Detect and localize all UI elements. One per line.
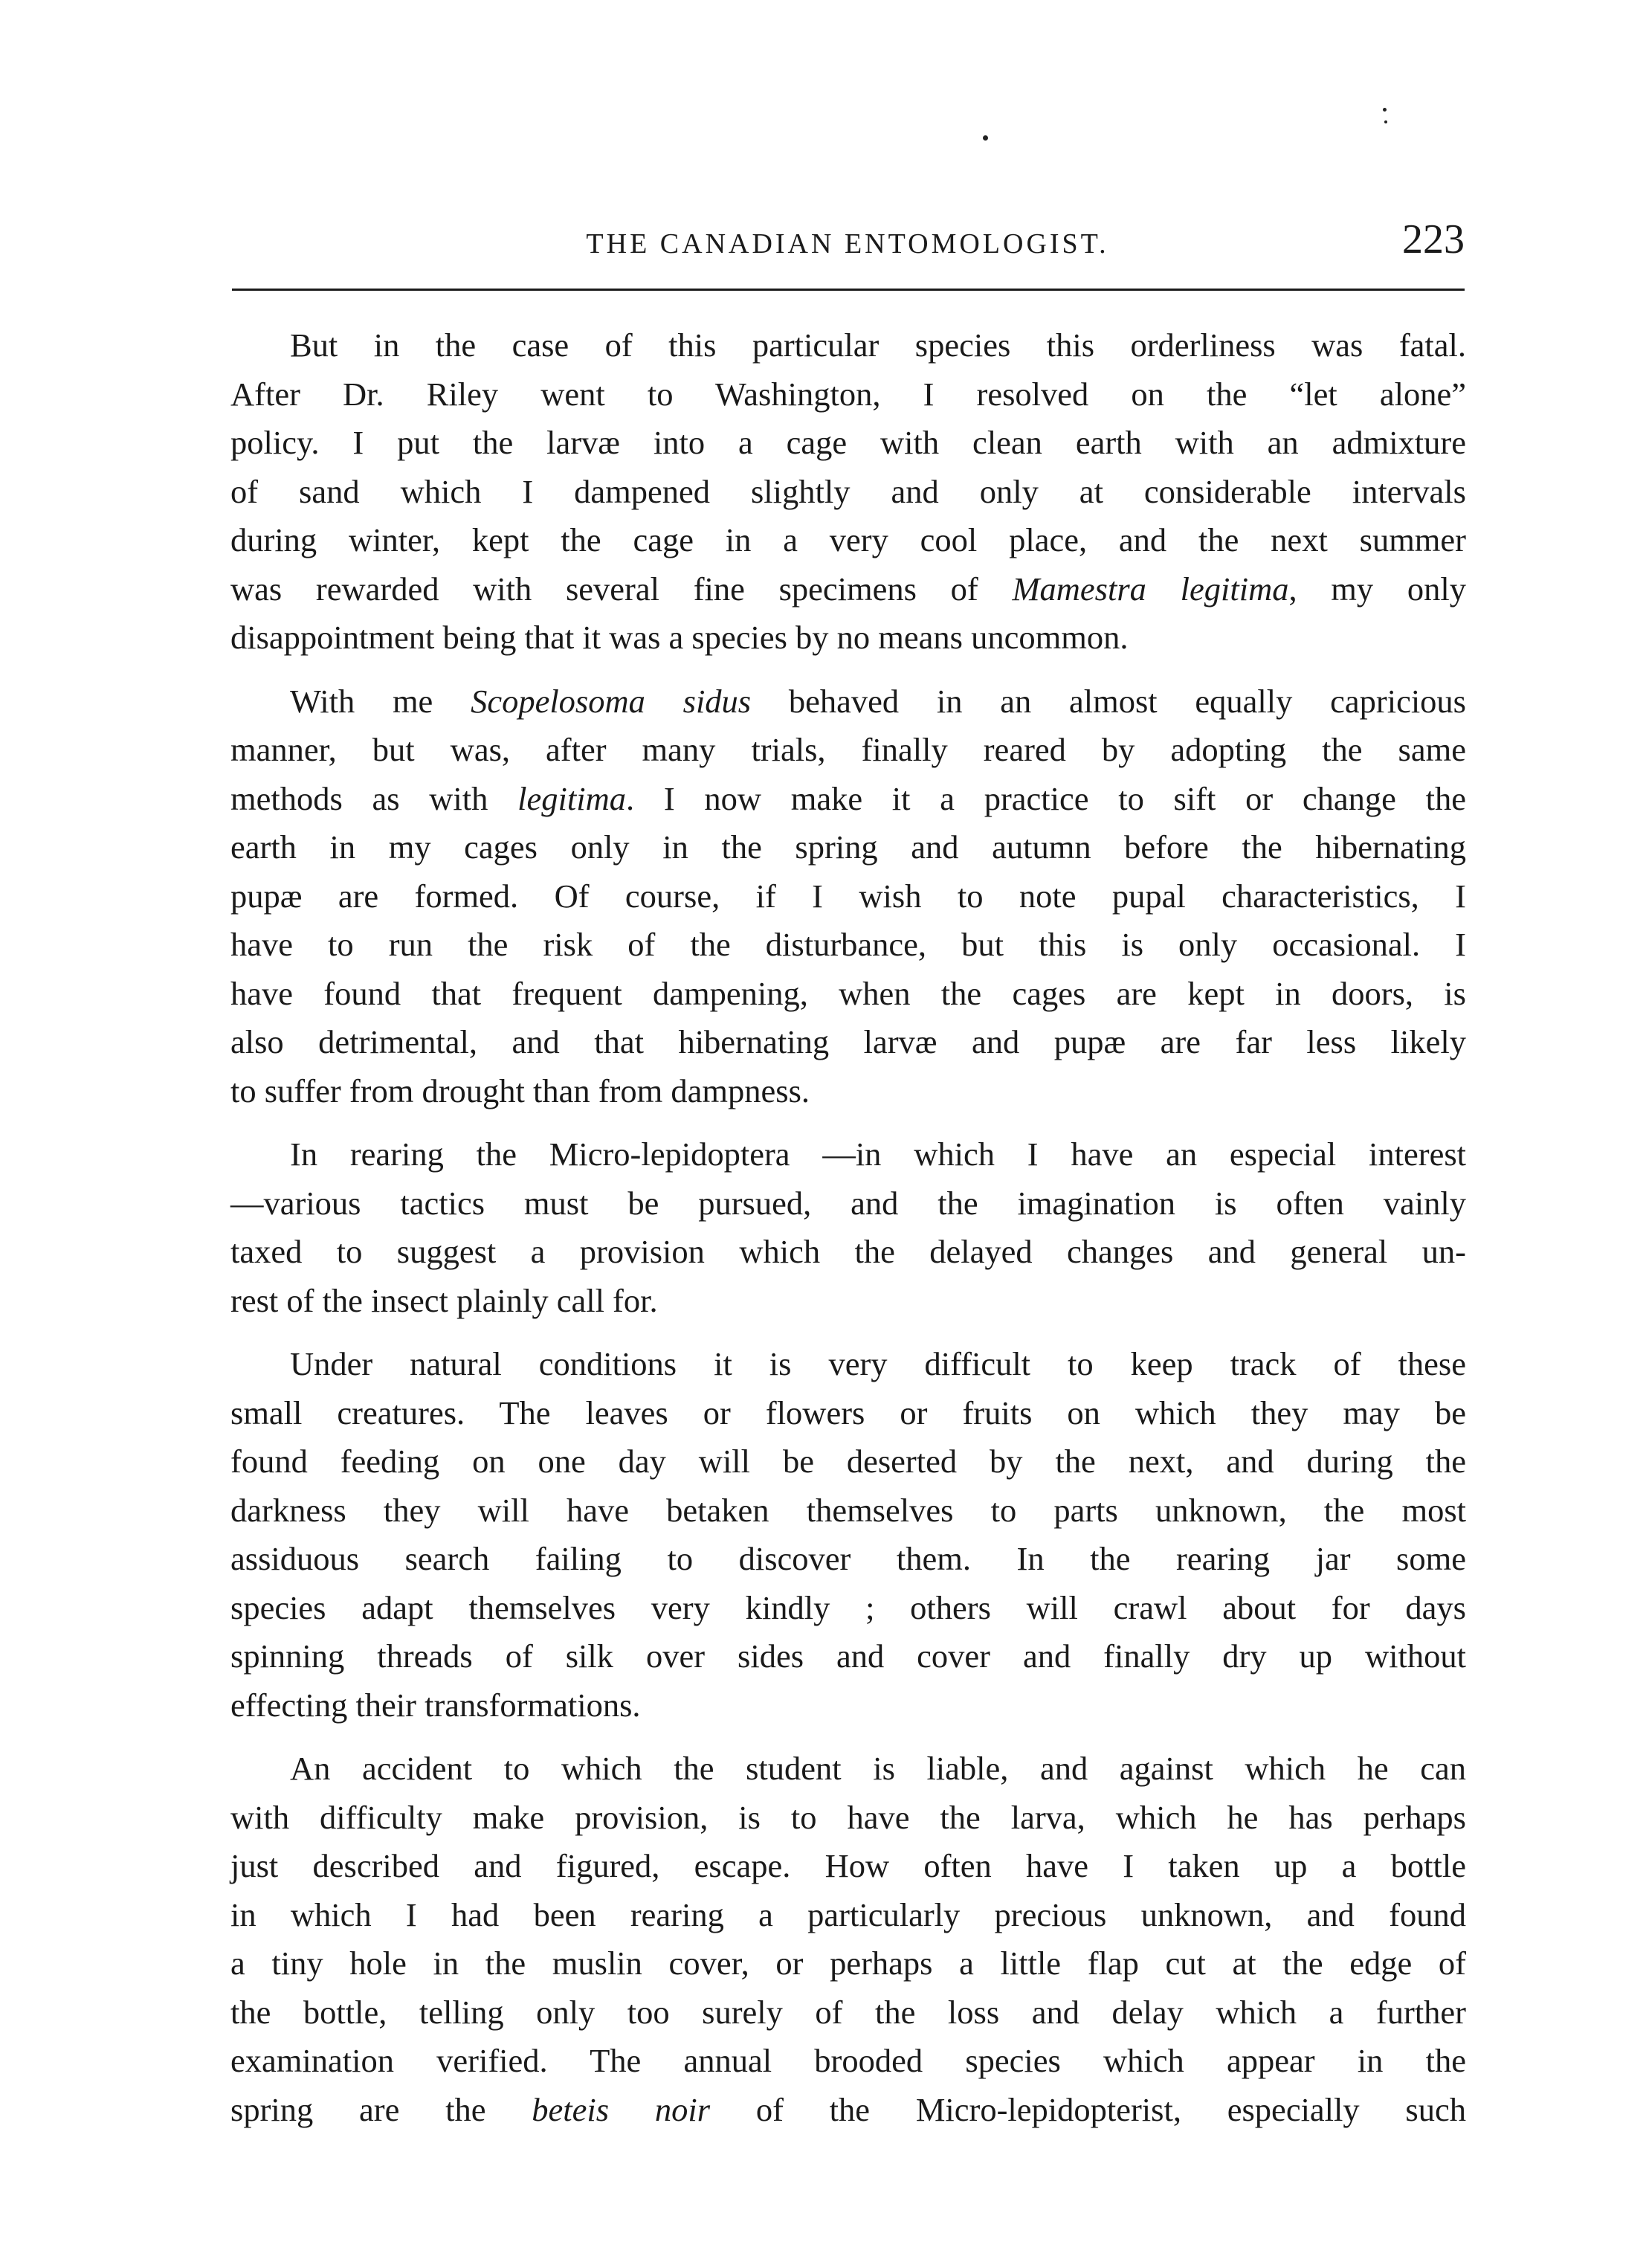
text-line: earth in my cages only in the spring and autumn before the hibernating [230,828,1466,866]
header-rule [232,289,1465,291]
paragraph [230,321,1466,663]
text-line: small creatures. The leaves or flowers or fruits on which they may be [230,1394,1466,1431]
text-line: also detrimental, and that hibernating larvæ and pupæ are far less likely [230,1023,1466,1060]
text-line: policy. I put the larvæ into a cage with clean earth with an admixture [230,424,1466,461]
text-line: have to run the risk of the disturbance, but this is only occasional. I [230,926,1466,963]
text-line: to suffer from drought than from dampness. [230,1072,810,1109]
print-speck [1384,120,1387,123]
paragraph [230,1130,1466,1325]
text-line: during winter, kept the cage in a very cool place, and the next summer [230,521,1466,558]
body-text [230,321,1466,2134]
paragraph [230,1745,1466,2134]
paragraph [230,1340,1466,1730]
text-line: effecting their transformations. [230,1686,641,1724]
text-line: found feeding on one day will be deserted by the next, and during the [230,1443,1466,1480]
text-line: With me Scopelosoma sidus behaved in an almost equally capricious [290,682,1467,720]
text-line: was rewarded with several fine specimens of Mamestra legitima, my only [230,570,1466,608]
text-line: darkness they will have betaken themselves to parts unknown, the most [230,1491,1466,1529]
text-line: of sand which I dampened slightly and only at considerable intervals [230,472,1466,510]
italic-phrase: beteis noir [532,2090,711,2128]
print-speck [1383,108,1387,112]
text-line: examination verified. The annual brooded species which appear in the [230,2042,1466,2079]
text-line: An accident to which the student is liable, and against which he can [290,1750,1466,1787]
text-line: spinning threads of silk over sides and cover and finally dry up without [230,1637,1466,1675]
text-line: manner, but was, after many trials, finally reared by adopting the same [230,731,1466,768]
print-speck [983,135,988,141]
text-line: in which I had been rearing a particularly precious unknown, and found [230,1895,1466,1933]
text-line: pupæ are formed. Of course, if I wish to note pupal characteristics, I [230,877,1466,915]
page-number: 223 [1402,216,1465,262]
running-head [230,214,1465,281]
species-name: Mamestra legitima [1012,570,1289,608]
text-line: have found that frequent dampening, when the cages are kept in doors, is [230,974,1466,1012]
text-line: But in the case of this particular species this orderliness was fatal. [290,326,1466,364]
text-line: methods as with legitima. I now make it a practice to sift or change the [230,779,1467,817]
text-line: taxed to suggest a provision which the delayed changes and general un- [230,1233,1466,1270]
text-line: Under natural conditions it is very difficult to keep track of these [290,1345,1466,1382]
text-line: just described and figured, escape. How often have I taken up a bottle [230,1847,1466,1884]
text-line: a tiny hole in the muslin cover, or perhaps a little flap cut at the edge of [230,1945,1466,1982]
text-line: the bottle, telling only too surely of the loss and delay which a further [230,1993,1466,2031]
text-line: assiduous search failing to discover them. In the rearing jar some [230,1540,1466,1577]
text-line: with difficulty make provision, is to have the larva, which he has perhaps [230,1798,1466,1836]
text-line: After Dr. Riley went to Washington, I resolved on the “let alone” [230,375,1466,413]
paragraph [230,677,1466,1116]
species-name: legitima [517,779,626,817]
species-name: Scopelosoma sidus [471,682,752,720]
text-line: In rearing the Micro-lepidoptera —in which I have an especial interest [290,1135,1466,1173]
text-line: species adapt themselves very kindly ; others will crawl about for days [230,1588,1466,1626]
text-line: disappointment being that it was a species by no means uncommon. [230,619,1129,656]
text-line: rest of the insect plainly call for. [230,1281,658,1319]
running-title: THE CANADIAN ENTOMOLOGIST. [586,228,1109,260]
text-line: —various tactics must be pursued, and the imagination is often vainly [230,1184,1466,1222]
text-line: spring are the beteis noir of the Micro-lepidopterist, especially such [230,2090,1467,2128]
